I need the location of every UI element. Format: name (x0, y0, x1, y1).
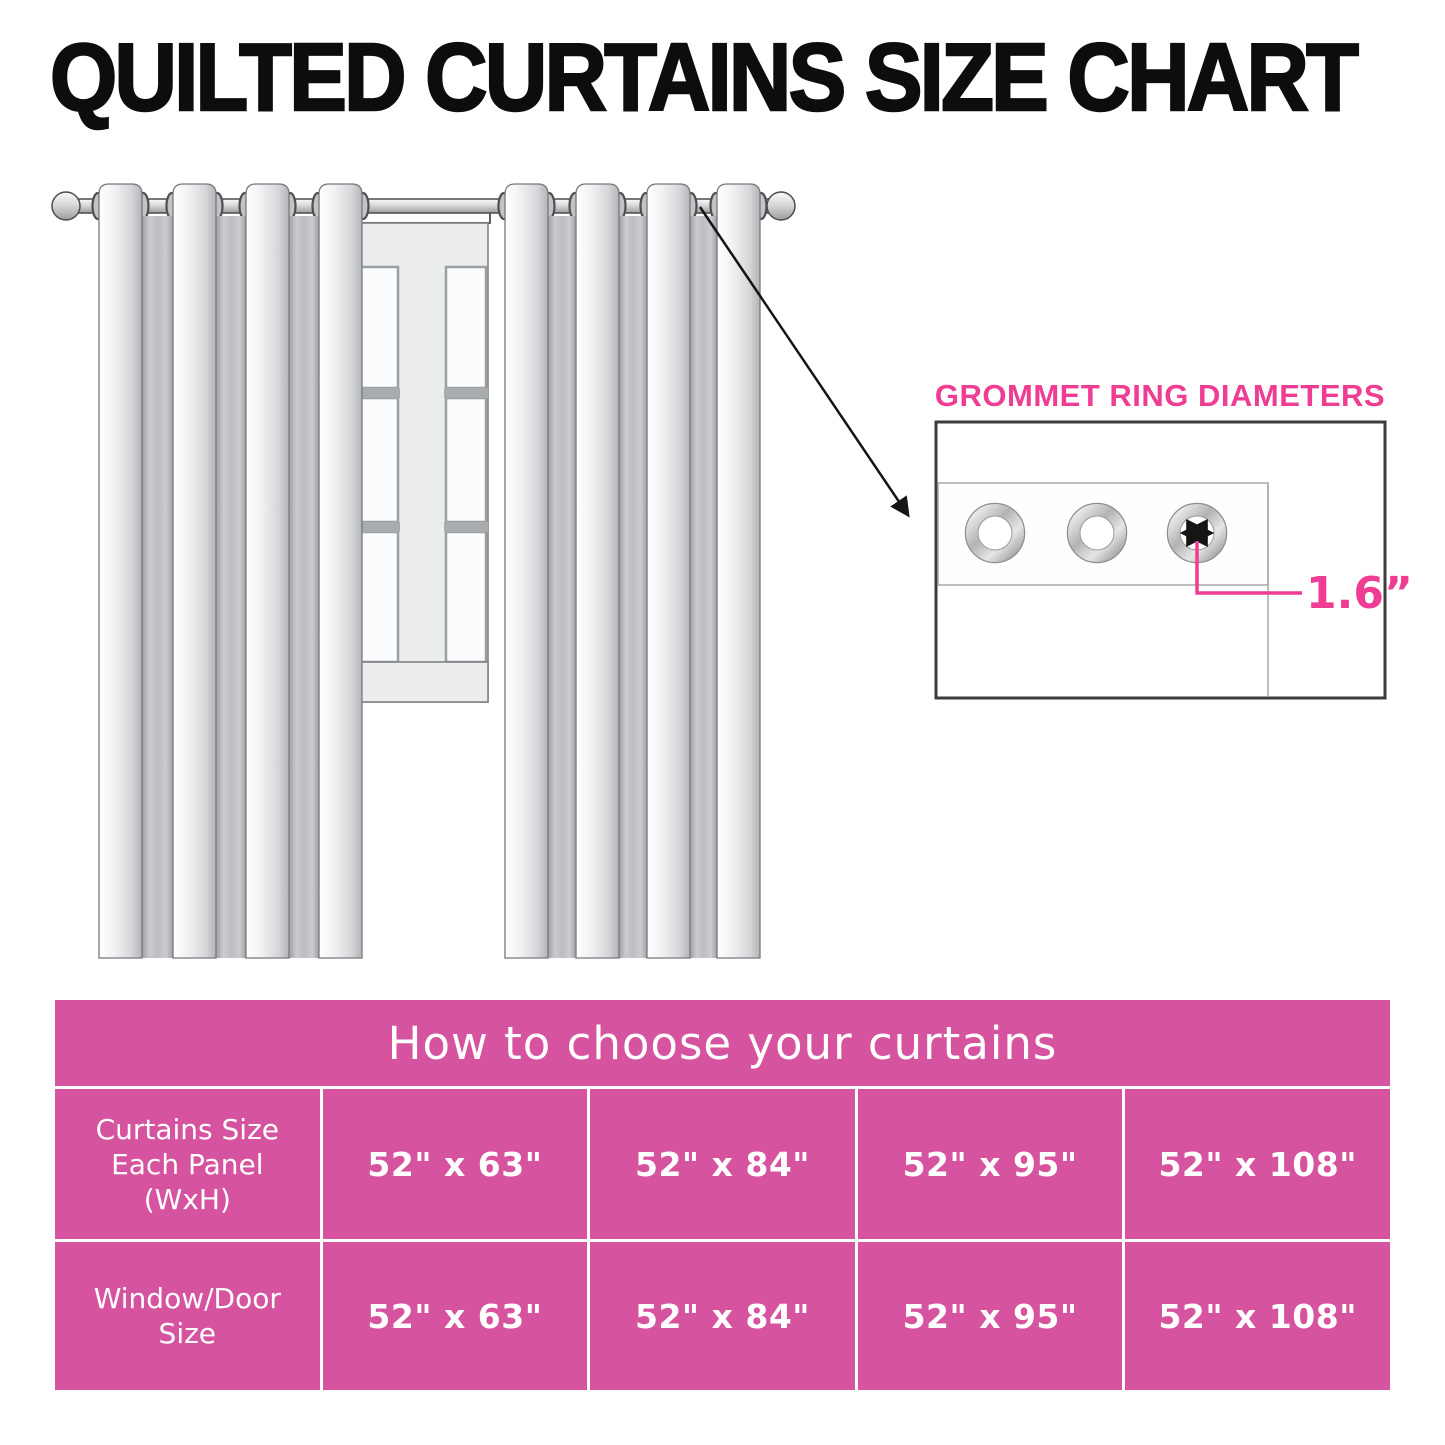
rod-finial-left-icon (52, 192, 80, 220)
table-cell: 52" x 84" (590, 1089, 855, 1239)
left-panel-folds (142, 216, 319, 958)
row-label-curtains-size (55, 1089, 320, 1239)
left-curtain-panel (99, 184, 362, 958)
row-label-line: Window/Door (93, 1282, 281, 1315)
table-cell: 52" x 95" (858, 1089, 1123, 1239)
table-cell: 52" x 95" (858, 1242, 1123, 1390)
window-sill (352, 662, 488, 702)
table-header: How to choose your curtains (55, 1000, 1390, 1086)
row-label-line: (WxH) (143, 1182, 231, 1216)
table-cell: 52" x 84" (590, 1242, 855, 1390)
row-label-line: Each Panel (111, 1147, 264, 1181)
curtain-illustration (0, 140, 1445, 985)
rod-finial-right-icon (767, 192, 795, 220)
row-label-window-door-size (55, 1242, 320, 1390)
right-panel-folds (548, 216, 717, 958)
grommet-ring-icon (1068, 504, 1127, 563)
diameter-value: 1.6” (1306, 568, 1413, 619)
grommet-ring-icon (966, 504, 1025, 563)
right-curtain-panel (505, 184, 760, 958)
size-table (55, 1000, 1390, 1390)
table-cell: 52" x 63" (323, 1242, 588, 1390)
row-label-line: Size (158, 1317, 217, 1350)
table-cell: 52" x 63" (323, 1089, 588, 1239)
window (350, 204, 490, 702)
page-title: QUILTED CURTAINS SIZE CHART (50, 24, 1357, 131)
table-cell: 52" x 108" (1125, 1089, 1390, 1239)
callout-title: GROMMET RING DIAMETERS (934, 378, 1386, 413)
row-label-line: Curtains Size (95, 1112, 280, 1146)
grommet-callout (935, 378, 1413, 698)
table-cell: 52" x 108" (1125, 1242, 1390, 1390)
